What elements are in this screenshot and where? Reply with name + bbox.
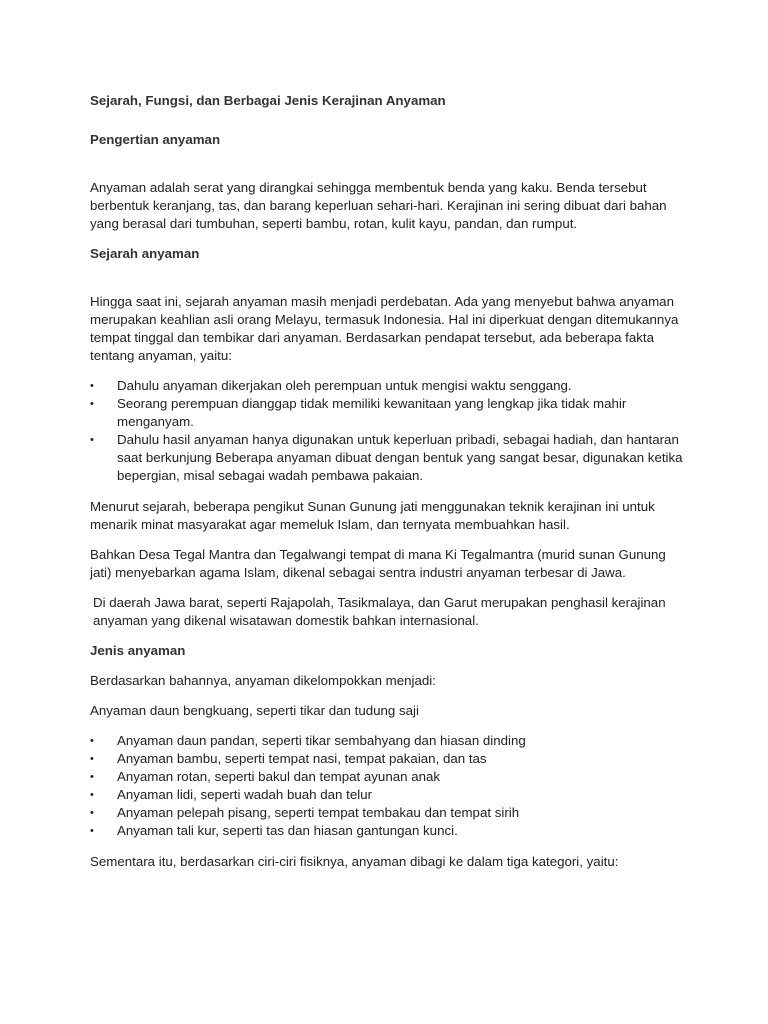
list-item-text: Anyaman pelepah pisang, seperti tempat tembakau dan tempat sirih [117, 805, 520, 820]
paragraph-bengkuang: Anyaman daun bengkuang, seperti tikar dan tudung saji [90, 703, 419, 718]
list-item-text: Seorang perempuan dianggap tidak memiliki kewanitaan yang lengkap jika tidak mahir menganyam. [117, 396, 627, 429]
list-item-text: Anyaman rotan, seperti bakul dan tempat ayunan anak [117, 769, 441, 784]
jenis-types-list [90, 732, 684, 840]
document-title: Sejarah, Fungsi, dan Berbagai Jenis Kerajinan Anyaman [90, 93, 446, 108]
list-item-text: Anyaman tali kur, seperti tas dan hiasan gantungan kunci. [117, 823, 458, 838]
bullet-icon: • [90, 807, 94, 819]
list-item [90, 804, 684, 822]
paragraph-desa: Bahkan Desa Tegal Mantra dan Tegalwangi tempat di mana Ki Tegalmantra (murid sunan Gunung jati) menyebarkan agama Islam, dikenal sebagai sentra industri anyaman terbesar di Jawa. [90, 547, 666, 580]
bullet-icon: • [90, 789, 94, 801]
list-item [90, 377, 684, 395]
paragraph-pengertian: Anyaman adalah serat yang dirangkai sehingga membentuk benda yang kaku. Benda tersebut berbentuk keranjang, tas, dan barang keperluan sehari-hari. Kerajinan ini sering dibuat dari bahan yang berasal dari tumbuhan, seperti bambu, rotan, kulit kayu, pandan, dan rumput. [90, 180, 667, 231]
paragraph-jawa-barat: Di daerah Jawa barat, seperti Rajapolah, Tasikmalaya, dan Garut merupakan penghasil kerajinan anyaman yang dikenal wisatawan domestik bahkan internasional. [93, 595, 666, 628]
bullet-icon: • [90, 735, 94, 747]
sejarah-facts-list [90, 377, 684, 485]
list-item-text: Anyaman lidi, seperti wadah buah dan telur [117, 787, 373, 802]
list-item [90, 732, 684, 750]
heading-sejarah: Sejarah anyaman [90, 246, 200, 261]
document-content [90, 92, 684, 883]
paragraph-sejarah-intro: Hingga saat ini, sejarah anyaman masih menjadi perdebatan. Ada yang menyebut bahwa anyaman merupakan keahlian asli orang Melayu, termasuk Indonesia. Hal ini diperkuat dengan ditemukannya tempat tinggal dan tembikar dari anyaman. Berdasarkan pendapat tersebut, ada beberapa fakta tentang anyaman, yaitu: [90, 294, 679, 363]
paragraph-fisik: Sementara itu, berdasarkan ciri-ciri fisiknya, anyaman dibagi ke dalam tiga kategori, yaitu: [90, 854, 619, 869]
bullet-icon: • [90, 434, 94, 446]
list-item [90, 750, 684, 768]
list-item-text: Anyaman daun pandan, seperti tikar sembahyang dan hiasan dinding [117, 733, 526, 748]
paragraph-sunan: Menurut sejarah, beberapa pengikut Sunan Gunung jati menggunakan teknik kerajinan ini untuk menarik minat masyarakat agar memeluk Islam, dan ternyata membuahkan hasil. [90, 499, 655, 532]
heading-pengertian: Pengertian anyaman [90, 132, 221, 147]
list-item [90, 431, 684, 485]
list-item [90, 822, 684, 840]
bullet-icon: • [90, 398, 94, 410]
bullet-icon: • [90, 771, 94, 783]
list-item [90, 395, 684, 431]
list-item [90, 786, 684, 804]
bullet-icon: • [90, 753, 94, 765]
list-item-text: Anyaman bambu, seperti tempat nasi, tempat pakaian, dan tas [117, 751, 487, 766]
bullet-icon: • [90, 380, 94, 392]
list-item [90, 768, 684, 786]
bullet-icon: • [90, 825, 94, 837]
heading-jenis: Jenis anyaman [90, 643, 186, 658]
list-item-text: Dahulu anyaman dikerjakan oleh perempuan untuk mengisi waktu senggang. [117, 378, 572, 393]
paragraph-bahan: Berdasarkan bahannya, anyaman dikelompokkan menjadi: [90, 673, 436, 688]
list-item-text: Dahulu hasil anyaman hanya digunakan untuk keperluan pribadi, sebagai hadiah, dan hantaran saat berkunjung Beberapa anyaman dibuat dengan bentuk yang sangat besar, digunakan ketika bepergian, misal sebagai wadah pembawa pakaian. [117, 432, 683, 483]
